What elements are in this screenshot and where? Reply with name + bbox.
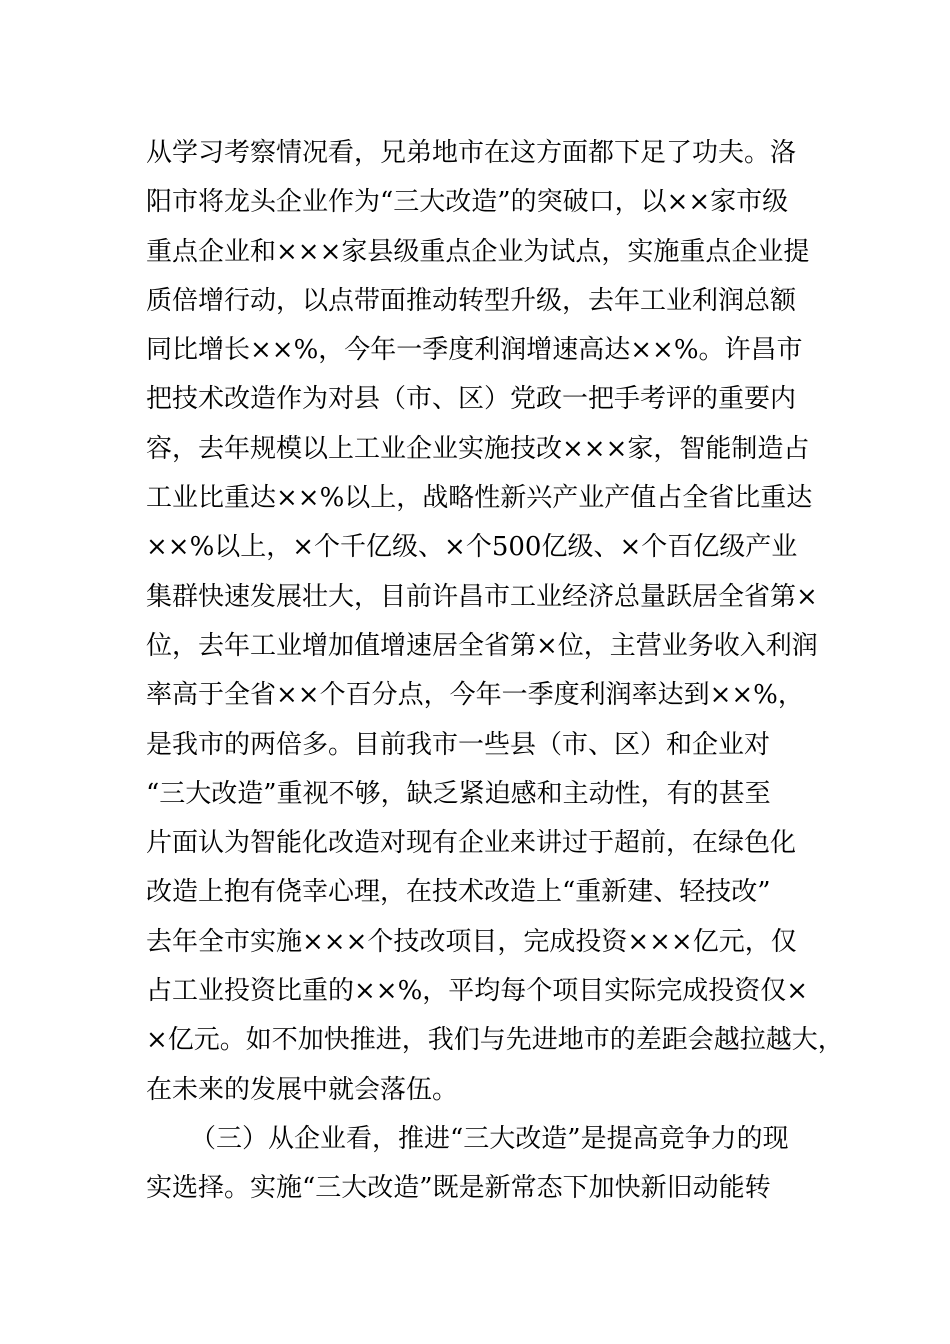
- text-line: ×亿元。如不加快推进，我们与先进地市的差距会越拉越大，: [146, 1025, 844, 1056]
- text-line: 位，去年工业增加值增速居全省第×位，主营业务收入利润: [146, 630, 818, 661]
- body-text: [146, 129, 844, 1214]
- text-line: 实选择。实施“三大改造”既是新常态下加快新旧动能转: [146, 1173, 771, 1204]
- text-line: 改造上抱有侥幸心理，在技术改造上“重新建、轻技改”: [146, 877, 771, 908]
- text-line: 在未来的发展中就会落伍。: [146, 1074, 459, 1105]
- text-line: 工业比重达××%以上，战略性新兴产业产值占全省比重达: [146, 483, 813, 514]
- text-line: 占工业投资比重的××%，平均每个项目实际完成投资仅×: [146, 976, 809, 1007]
- text-line: 是我市的两倍多。目前我市一些县（市、区）和企业对: [146, 729, 771, 760]
- section-heading-line: （三）从企业看，推进“三大改造”是提高竞争力的现: [190, 1123, 789, 1154]
- text-line: 重点企业和×××家县级重点企业为试点，实施重点企业提: [146, 236, 810, 267]
- text-line: 阳市将龙头企业作为“三大改造”的突破口，以××家市级: [146, 187, 789, 218]
- text-line: 去年全市实施×××个技改项目，完成投资×××亿元，仅: [146, 926, 797, 957]
- text-line: 同比增长××%，今年一季度利润增速高达××%。许昌市: [146, 335, 803, 366]
- text-line: 把技术改造作为对县（市、区）党政一把手考评的重要内: [146, 384, 797, 415]
- text-line: 率高于全省××个百分点，今年一季度利润率达到××%，: [146, 680, 804, 711]
- text-line: 容，去年规模以上工业企业实施技改×××家，智能制造占: [146, 433, 810, 464]
- text-line: 从学习考察情况看，兄弟地市在这方面都下足了功夫。洛: [146, 138, 797, 168]
- text-line: 质倍增行动，以点带面推动转型升级，去年工业利润总额: [146, 285, 797, 316]
- text-line: 集群快速发展壮大，目前许昌市工业经济总量跃居全省第×: [146, 581, 818, 612]
- text-line: ××%以上，×个千亿级、×个500亿级、×个百亿级产业: [146, 532, 798, 563]
- text-line: “三大改造”重视不够，缺乏紧迫感和主动性，有的甚至: [146, 778, 771, 809]
- text-line: 片面认为智能化改造对现有企业来讲过于超前，在绿色化: [146, 828, 797, 859]
